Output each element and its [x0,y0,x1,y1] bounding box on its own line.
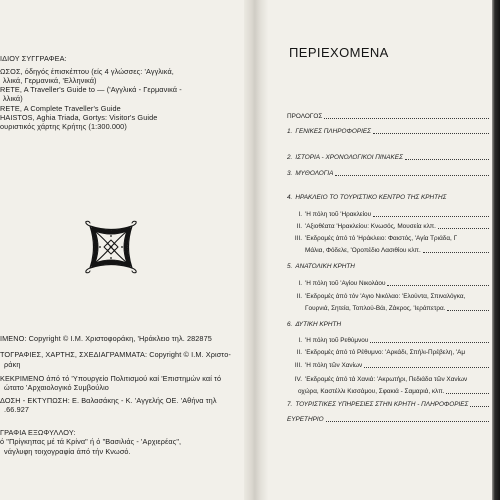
contents-title: ΠΕΡΙΕΧΟΜΕΝΑ [289,45,389,60]
toc-section-text: 'Εκδρομές άπό τόν 'Αγιο Νικόλαο: 'Ελούντα, Σπιναλόγκα, [305,293,466,300]
leader-dots [405,159,489,160]
toc-section-text: 'Η πόλη τῶν Χανίων [305,362,363,369]
toc-chapter-title: ΓΕΝΙΚΕΣ ΠΛΗΡΟΦΟΡΙΕΣ [295,128,371,135]
left-page [0,0,246,500]
leader-dots [447,310,489,311]
toc-section-text: Μάλια, Φόδελε, 'Οροπέδιο Λασιθίου κλπ. [305,247,421,254]
toc-section-number: I. [298,337,302,344]
toc-chapter [287,127,489,136]
toc-section [283,336,489,345]
toc-section-number: II. [296,293,302,300]
toc-section-text: 'Η πόλη τοῦ Ρεθύμνου [305,337,369,344]
toc-chapter-number: 1. [287,128,293,135]
work-line: RETE, A Complete Traveller's Guide [0,104,121,113]
toc-chapter-title: ΑΝΑΤΟΛΙΚΗ ΚΡΗΤΗ [295,263,355,270]
toc-section-number: III. [294,235,302,242]
work-line: λλικά) [3,94,23,103]
credit-line: ΔΟΣΗ - ΕΚΤΥΠΩΣΗ: Ε. Βαλασάκης - Κ. 'Αγγελής ΟΕ. 'Αθήνα τηλ [0,396,217,405]
toc-chapter-number: 2. [287,154,293,161]
toc-section [283,234,489,243]
toc-chapter [287,400,489,409]
toc-section-number: I. [298,280,302,287]
toc-chapter-title: ΤΟΥΡΙΣΤΙΚΕΣ ΥΠΗΡΕΣΙΕΣ ΣΤΗΝ ΚΡΗΤΗ - ΠΛΗΡΟΦΟΡΙΕΣ [295,401,469,408]
toc-entry [287,112,489,121]
leader-dots [370,342,489,343]
toc-chapter-number: 3. [287,170,293,177]
toc-section [283,210,489,219]
toc-section [283,222,489,231]
toc-section [283,279,489,288]
leader-dots [335,175,489,176]
toc-chapter-title: ΗΡΑΚΛΕΙΟ ΤΟ ΤΟΥΡΙΣΤΙΚΟ ΚΕΝΤΡΟ ΤΗΣ ΚΡΗΤΗΣ [295,194,447,201]
toc-chapter-number: 7. [287,401,293,408]
cover-line: ό "Πρίγκηπας μέ τά Κρίνα" ή ό "Βασιλιάς - 'Αρχιερέας", [0,437,182,446]
toc-section-text: 'Εκδρομές άπό τό 'Ηράκλειο: Φαιστός, 'Αγία Τριάδα, Γ [305,235,458,242]
toc-section-number: II. [296,223,302,230]
toc-section [283,292,489,301]
toc-section-number: II. [296,349,302,356]
leader-dots [364,367,489,368]
leader-dots [423,252,489,253]
toc-section-text: 'Η πόλη τοῦ 'Αγίου Νικολάου [305,280,386,287]
toc-section [283,348,489,357]
work-line: HAISTOS, Aghia Triada, Gortys: Visitor's Guide [0,113,158,122]
credit-line: .66.927 [4,405,30,414]
credit-line: ΤΟΓΡΑΦΙΕΣ, ΧΑΡΤΗΣ, ΣΧΕΔΙΑΓΡΑΜΜΑΤΑ: Copyright © Ι.Μ. Χριστο- [0,350,231,359]
credit-line: ώτατο 'Αρχαιολογικό Συμβούλιο [4,383,109,392]
work-line: ΩΣΟΣ, όδηγός έπισκέπτου (είς 4 γλώσσες: 'Αγγλικά, [0,67,174,76]
leader-dots [326,421,489,422]
leader-dots [387,285,489,286]
toc-chapter-title: ΙΣΤΟΡΙΑ - ΧΡΟΝΟΛΟΓΙΚΟΙ ΠΙΝΑΚΕΣ [295,154,403,161]
toc-section-number: IV. [294,376,302,383]
toc-section-number: I. [298,211,302,218]
toc-section-text: 'Η πόλη τοῦ 'Ηρακλείου [305,211,372,218]
leader-dots [373,133,489,134]
toc-entry-text: ΠΡΟΛΟΓΟΣ [287,113,323,120]
leader-dots [438,228,489,229]
cover-line: νάγλυφη τοιχογραφία άπό τήν Κνωσό. [4,447,131,456]
other-works-heading: ΙΔΙΟΥ ΣΥΓΓΡΑΦΕΑ: [0,54,67,63]
toc-section-text: Γουρνιά, Σητεία, Τοπλού-Βάι, Ζάκρος, 'Ιεράπετρα. [305,305,446,312]
leader-dots [373,216,489,217]
toc-chapter-title: ΜΥΘΟΛΟΓΙΑ [295,170,334,177]
toc-section-text: 'Εκδρομές άπό τά Χανιά: 'Ακρωτήρι, Πεδιάδα τῶν Χανίων [305,376,468,383]
toc-section [283,375,489,384]
leader-dots [470,406,489,407]
work-line: λλικά, Γερμανικά, 'Ελληνικά) [3,76,97,85]
toc-chapter [287,262,489,271]
scan-right-edge [492,0,500,500]
toc-chapter [287,169,489,178]
right-page [258,0,492,500]
toc-chapter [287,320,489,329]
toc-section-continuation [305,246,489,255]
toc-section-text: οχώρα, Καστέλλι Κισσάμου, Σφακιά - Σαμαριά, κλπ. [298,388,445,395]
work-line: RETE, A Traveller's Guide to — ('Αγγλικά - Γερμανικά - [0,85,182,94]
toc-chapter [287,153,489,162]
credit-line: ΚΕΚΡΙΜΕΝΟ άπό τό 'Υπουργείο Πολιτισμού καί 'Επιστημών καί τό [0,374,222,383]
cover-heading: ΓΡΑΦΙΑ ΕΞΩΦΥΛΛΟΥ: [0,428,76,437]
minoan-seal-emblem-icon [84,220,138,274]
work-line: ουριστικός χάρτης Κρήτης (1:300.000) [0,122,127,131]
credit-line: ράκη [4,360,21,369]
toc-entry [287,415,489,424]
toc-chapter-number: 4. [287,194,293,201]
toc-chapter-number: 6. [287,321,293,328]
toc-section-number: III. [294,362,302,369]
toc-section-text: 'Αξιοθέατα 'Ηρακλείου: Κνωσός, Μουσεία κλπ. [305,223,436,230]
toc-section-text: 'Εκδρομές άπό τό Ρέθυμνο: 'Αρκάδι, Σπήλι-Πρέβελη, 'Αμ [305,349,466,356]
toc-section-continuation [298,387,489,396]
toc-section [283,361,489,370]
leader-dots [324,118,489,119]
credit-line: ΙΜΕΝΟ: Copyright © Ι.Μ. Χριστοφοράκη, 'Ηράκλειο τηλ. 282875 [0,334,212,343]
toc-chapter-title: ΔΥΤΙΚΗ ΚΡΗΤΗ [295,321,342,328]
toc-chapter-number: 5. [287,263,293,270]
toc-chapter [287,193,489,202]
toc-entry-text: ΕΥΡΕΤΗΡΙΟ [287,416,324,423]
toc-section-continuation [305,304,489,313]
leader-dots [446,393,489,394]
